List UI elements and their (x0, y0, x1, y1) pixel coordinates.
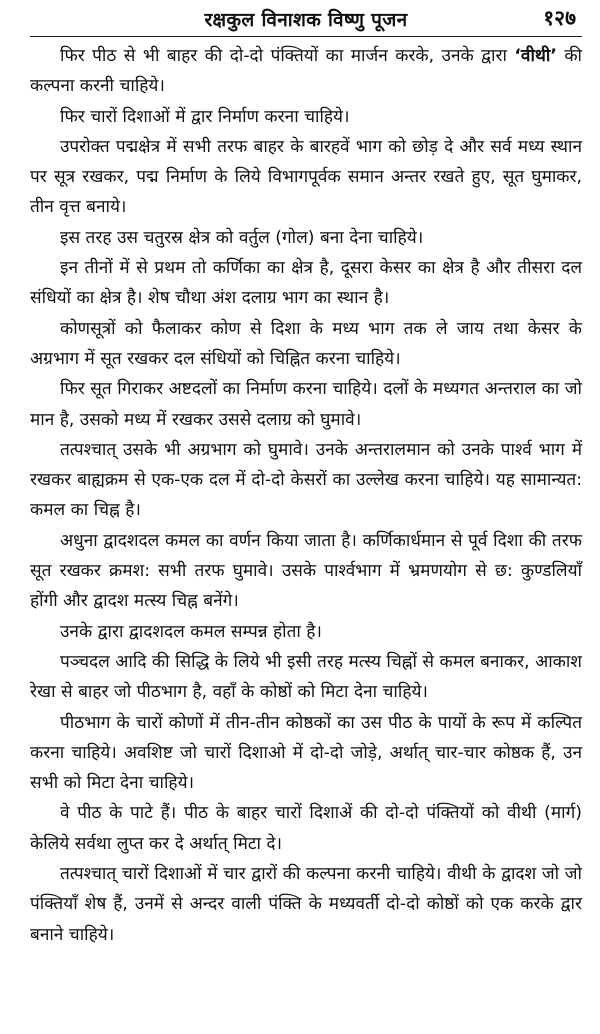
paragraph: इन तीनों में से प्रथम तो कर्णिका का क्षेत्र है, दूसरा केसर का क्षेत्र है और तीसरा दल संधियों का क्षेत्र है। शेष चौथा अंश दलाग्र भाग का स्थान है। (30, 258, 582, 309)
paragraph: कोणसूत्रों को फैलाकर कोण से दिशा के मध्य भाग तक ले जाय तथा केसर के अग्रभाग में सूत रखकर दल संधियों को चिह्नित करना चाहिये। (30, 318, 582, 369)
paragraph: तत्पश्चात् उसके भी अग्रभाग को घुमावे। उनके अन्तरालमान को उनके पार्श्व भाग में रखकर बाह्यक्रम से एक-एक दल में दो-दो केसरों का उल्लेख करना चाहिये। यह सामान्यत: कमल का चिह्न है। (30, 439, 582, 521)
paragraph: वे पीठ के पाटे हैं। पीठ के बाहर चारों दिशाअें की दो-दो पंक्तियों को वीथी (मार्ग) केलिये सर्वथा लुप्त कर दे अर्थात् मिटा दे। (30, 803, 582, 854)
paragraph: इस तरह उस चतुरस्र क्षेत्र को वर्तुल (गोल) बना देना चाहिये। (60, 227, 424, 248)
page-header (30, 2, 582, 37)
quoted-term: ‘वीथी’ (514, 46, 557, 66)
body-text (30, 41, 582, 950)
paragraph: पञ्चदल आदि की सिद्धि के लिये भी इसी तरह मत्स्य चिह्नों से कमल बनाकर, आकाश रेखा से बाहर जो पीठभाग है, वहाँ के कोष्ठों को मिटा देना चाहिये। (30, 651, 582, 703)
running-title: रक्षकुल विनाशक विष्णु पूजन (204, 9, 408, 31)
paragraph: फिर सूत गिराकर अष्टदलों का निर्माण करना चाहिये। दलों के मध्यगत अन्तराल का जो मान है, उसको मध्य में रखकर उससे दलाग्र को घुमावे। (30, 379, 582, 430)
paragraph: तत्पश्चात् चारों दिशाओं में चार द्वारों की कल्पना करनी चाहिये। वीथी के द्वादश जो जो पंक्तियाँ शेष हैं, उनमें से अन्दर वाली पंक्ति के मध्यवर्ती दो-दो कोष्ठों को एक करके द्वार बनाने चाहिये। (30, 864, 582, 945)
paragraph: पीठभाग के चारों कोणों में तीन-तीन कोष्ठकों का उस पीठ के पायों के रूप में कल्पित करना चाहिये। अवशिष्ट जो चारों दिशाओ में दो-दो जोड़े, अर्थात् चार-चार कोष्ठक हैं, उन सभी को मिटा देना चाहिये। (30, 712, 582, 794)
paragraph-text: की कल्पना करनी चाहिये। (30, 46, 582, 97)
paragraph: फिर चारों दिशाओं में द्वार निर्माण करना चाहिये। (60, 106, 350, 127)
paragraph-text: फिर पीठ से भी बाहर की दो-दो पंक्तियों का मार्जन करके, उनके द्वारा (60, 46, 515, 66)
paragraph: उपरोक्त पद्मक्षेत्र में सभी तरफ बाहर के बारहवें भाग को छोड़ दे और सर्व मध्य स्थान पर सूत्र रखकर, पद्म निर्माण के लिये विभागपूर्वक समान अन्तर रखते हुए, सूत घुमाकर, तीन वृत्त बनाये। (30, 136, 582, 218)
paragraph: उनके द्वारा द्वादशदल कमल सम्पन्न होता है। (60, 621, 322, 642)
paragraph: अधुना द्वादशदल कमल का वर्णन किया जाता है। कर्णिकार्धमान से पूर्व दिशा की तरफ सूत रखकर क्रमश: सभी तरफ घुमावे। उसके पार्श्वभाग में भ्रमणयोग से छ: कुण्डलियाँ होंगी और द्वादश मत्स्य चिह्न बनेंगे। (30, 530, 582, 612)
page-number: १२७ (543, 6, 576, 30)
paragraph (30, 41, 582, 102)
